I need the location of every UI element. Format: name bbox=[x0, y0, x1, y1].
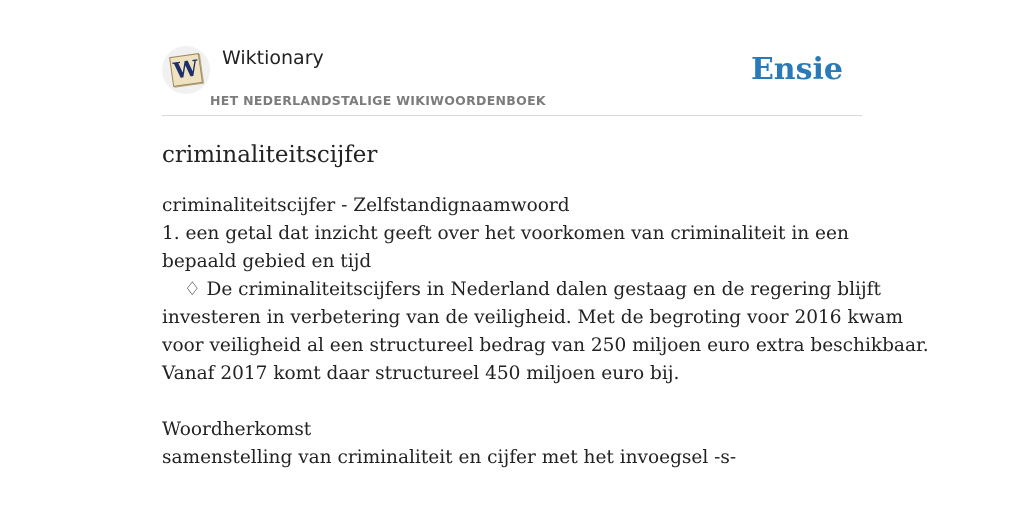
site-name[interactable]: Wiktionary bbox=[222, 47, 324, 69]
site-tagline: HET NEDERLANDSTALIGE WIKIWOORDENBOEK bbox=[210, 93, 546, 108]
etymology-text: samenstelling van criminaliteit en cijfer met het invoegsel -s- bbox=[162, 447, 737, 468]
example-line: investeren in verbetering van de veiligheid. Met de begroting voor 2016 kwam bbox=[162, 307, 904, 328]
word-class-line: criminaliteitscijfer - Zelfstandignaamwoord bbox=[162, 195, 570, 216]
example-line bbox=[162, 276, 881, 304]
page-title: criminaliteitscijfer bbox=[162, 142, 378, 168]
example-line: voor veiligheid al een structureel bedrag van 250 miljoen euro extra beschikbaar. bbox=[162, 335, 929, 356]
wiktionary-logo-icon[interactable] bbox=[162, 46, 210, 94]
definition-line: 1. een getal dat inzicht geeft over het voorkomen van criminaliteit in een bbox=[162, 223, 849, 244]
logo-letter: W bbox=[171, 55, 201, 85]
example-text: De criminaliteitscijfers in Nederland dalen gestaag en de regering blijft bbox=[206, 279, 881, 300]
section-spacer bbox=[162, 388, 862, 416]
ensie-brand-link[interactable]: Ensie bbox=[750, 52, 843, 87]
page bbox=[162, 0, 929, 512]
example-marker-icon: ♢ bbox=[184, 279, 201, 300]
example-line: Vanaf 2017 komt daar structureel 450 miljoen euro bij. bbox=[162, 363, 680, 384]
logo-tile bbox=[169, 53, 203, 87]
entry-body bbox=[162, 192, 929, 472]
site-header bbox=[162, 0, 862, 116]
definition-line: bepaald gebied en tijd bbox=[162, 251, 372, 272]
etymology-heading: Woordherkomst bbox=[162, 419, 312, 440]
